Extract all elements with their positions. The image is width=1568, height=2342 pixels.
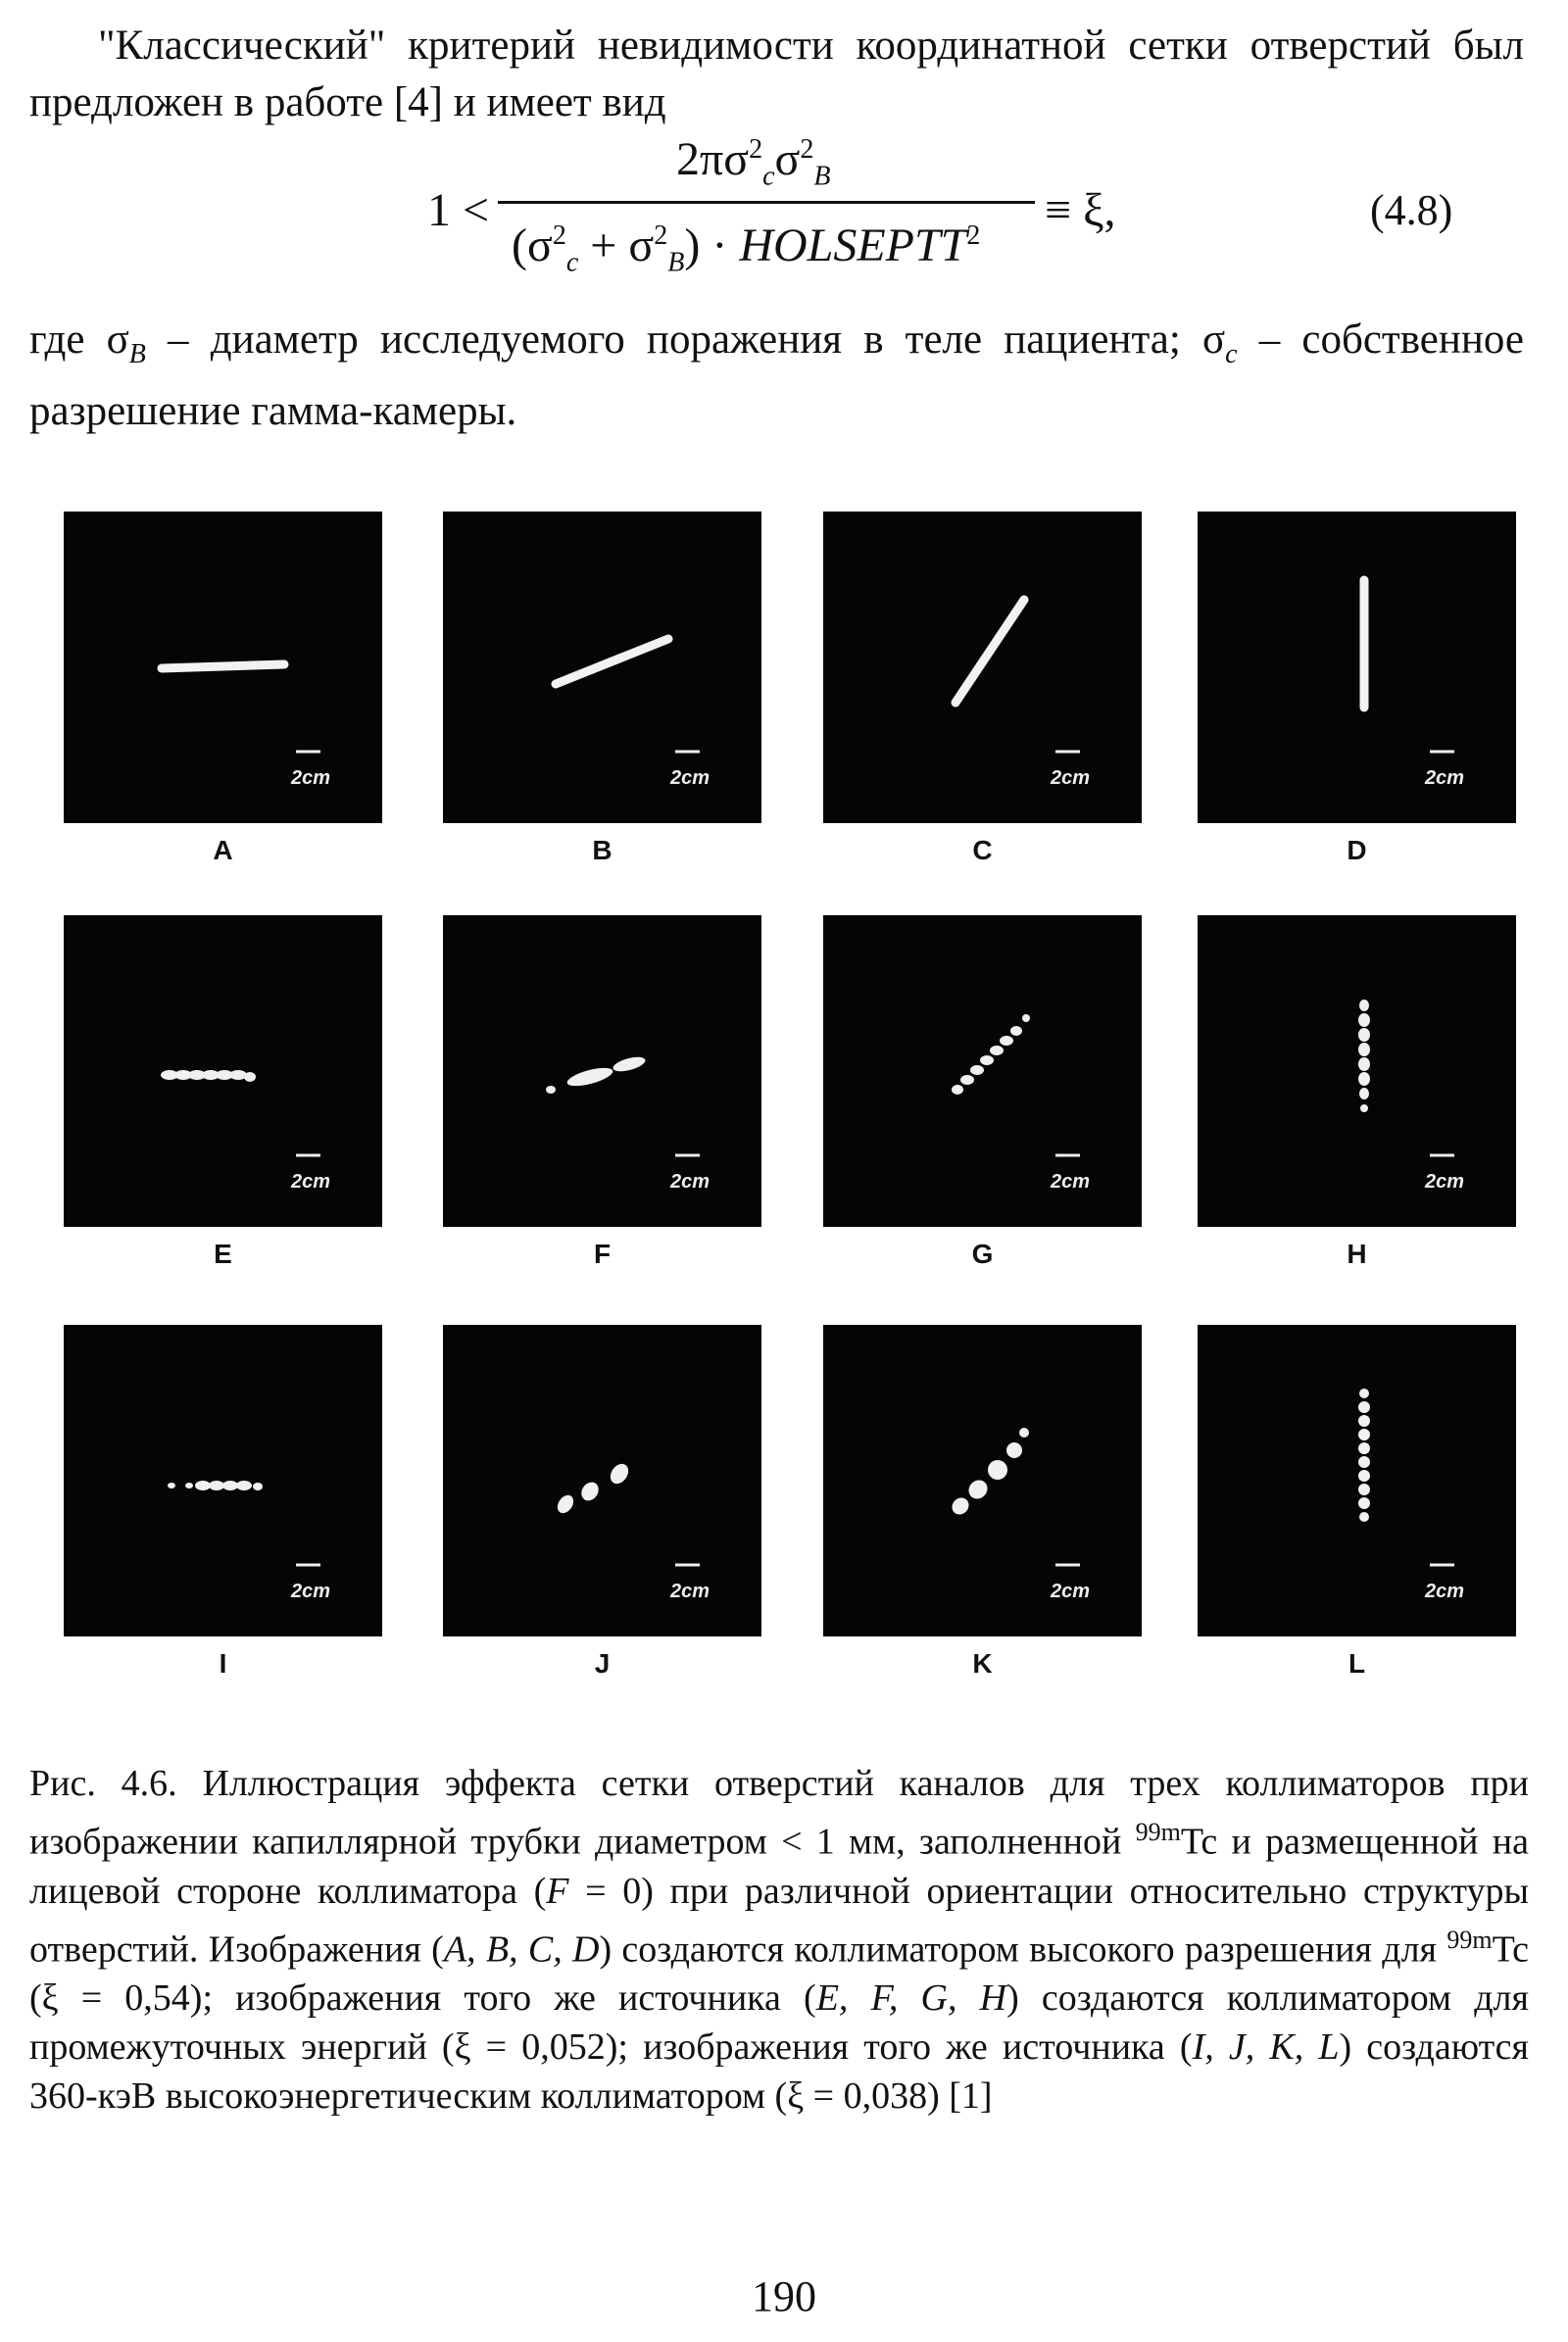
panel-label-g: G	[971, 1239, 994, 1269]
hole-pattern-spot	[1010, 1026, 1022, 1036]
hole-pattern-spot	[1358, 1057, 1370, 1071]
panel-label-f: F	[593, 1239, 612, 1269]
page-number: 190	[752, 2272, 816, 2320]
equation-number: (4.8)	[1370, 186, 1453, 234]
figure-caption: Рис. 4.6. Иллюстрация эффекта сетки отверстий каналов для трех коллиматоров при изображении капиллярной трубки диаметром < 1 мм, заполненной $^{99m}$Tc и размещенной на лицевой стороне коллиматора (F = 0) при различной ориентации относительно структуры отверстий. Изображения (A, B, C, D) создаются коллиматором высокого разрешения для $^{99m}$Tc (ξ = 0,54); изображения того же источника (E, F, G, H) создаются коллиматором для промежуточных энергий (ξ = 0,052); изображения того же источника (I, J, K, L) создаются 360-кэВ высокоэнергетическим коллиматором (ξ = 0,038) [1]	[29, 1763, 1530, 2118]
image-panel-a	[64, 512, 382, 823]
hole-pattern-spot	[1358, 1043, 1370, 1056]
equation-denominator: $(\sigma^2_c + \sigma^2_B)$ · $HOLSEPTT^2$	[512, 220, 981, 278]
hole-pattern-spot	[970, 1065, 984, 1075]
hole-pattern-spot	[253, 1483, 263, 1490]
scale-label: 2cm	[1051, 767, 1091, 789]
hole-pattern-spot	[980, 1055, 994, 1065]
hole-pattern-spot	[1359, 1512, 1369, 1522]
hole-pattern-spot	[244, 1072, 256, 1082]
hole-pattern-spot	[578, 1479, 603, 1504]
panel-label-h: H	[1347, 1239, 1367, 1269]
hole-pattern-spot	[1358, 1013, 1370, 1027]
hole-pattern-spot	[1358, 1456, 1370, 1468]
panel-label-c: C	[972, 835, 993, 865]
equation-4-8	[0, 132, 1568, 309]
panel-label-a: A	[213, 835, 233, 865]
panel-label-d: D	[1347, 835, 1367, 865]
hole-pattern-spot	[1358, 1442, 1370, 1454]
capillary-tube-image	[956, 600, 1024, 703]
hole-pattern-spot	[1360, 1104, 1368, 1112]
equation-rhs: ≡ ξ,	[1045, 184, 1116, 236]
panel-label-i: I	[219, 1648, 227, 1679]
hole-pattern-spot	[960, 1075, 974, 1085]
hole-pattern-spot	[1359, 1000, 1369, 1011]
capillary-tube-image	[556, 639, 668, 684]
hole-pattern-spot	[1022, 1014, 1030, 1022]
hole-pattern-spot	[1000, 1036, 1013, 1046]
panel-label-b: B	[592, 835, 612, 865]
image-panel-f	[443, 915, 761, 1227]
image-panel-e	[64, 915, 382, 1227]
scale-label: 2cm	[670, 1581, 710, 1602]
hole-pattern-spot	[965, 1477, 992, 1503]
image-panel-k	[823, 1325, 1142, 1636]
fraction-bar	[498, 201, 1035, 204]
hole-pattern-spot	[195, 1481, 211, 1490]
scale-label: 2cm	[1425, 767, 1465, 789]
intro-paragraph: "Классический" критерий невидимости координатной сетки отверстий был предложен в работе [4] и имеет вид	[29, 23, 1524, 125]
hole-pattern-spot	[984, 1456, 1011, 1484]
scale-label: 2cm	[1051, 1581, 1091, 1602]
hole-pattern-spot	[546, 1086, 556, 1094]
equation-numerator: $2\pi\sigma^2_c\sigma^2_B$	[676, 133, 831, 192]
hole-pattern-spot	[1358, 1401, 1370, 1413]
hole-pattern-spot	[222, 1481, 238, 1490]
scale-label: 2cm	[1425, 1581, 1465, 1602]
hole-pattern-spot	[1358, 1484, 1370, 1495]
hole-pattern-spot	[949, 1494, 972, 1518]
panel-label-j: J	[594, 1648, 611, 1679]
hole-pattern-spot	[1359, 1389, 1369, 1398]
hole-pattern-spot	[1358, 1470, 1370, 1482]
hole-pattern-spot	[1359, 1088, 1369, 1099]
scale-label: 2cm	[1425, 1171, 1465, 1193]
scale-label: 2cm	[291, 767, 331, 789]
scale-label: 2cm	[670, 1171, 710, 1193]
hole-pattern-spot	[612, 1054, 647, 1074]
hole-pattern-spot	[1358, 1497, 1370, 1509]
hole-pattern-spot	[1358, 1415, 1370, 1427]
hole-pattern-spot	[1358, 1429, 1370, 1440]
hole-pattern-spot	[1358, 1028, 1370, 1042]
image-panel-c	[823, 512, 1142, 823]
hole-pattern-spot	[1004, 1439, 1026, 1462]
hole-pattern-spot	[209, 1481, 224, 1490]
hole-pattern-spot	[1019, 1428, 1029, 1438]
hole-pattern-spot	[168, 1483, 175, 1488]
scale-label: 2cm	[1051, 1171, 1091, 1193]
image-panel-g	[823, 915, 1142, 1227]
hole-pattern-spot	[607, 1460, 632, 1487]
panel-label-k: K	[972, 1648, 993, 1679]
scale-label: 2cm	[291, 1581, 331, 1602]
hole-pattern-spot	[565, 1064, 614, 1090]
panel-label-l: L	[1348, 1648, 1366, 1679]
image-panel-l	[1198, 1325, 1516, 1636]
hole-pattern-spot	[555, 1492, 577, 1516]
image-panel-h	[1198, 915, 1516, 1227]
hole-pattern-spot	[990, 1046, 1004, 1055]
where-paragraph: где $\sigma_B$ – диаметр исследуемого поражения в теле пациента; $\sigma_c$ – собственное разрешение гамма-камеры.	[29, 317, 1524, 434]
hole-pattern-spot	[1358, 1072, 1370, 1086]
image-panel-b	[443, 512, 761, 823]
scale-label: 2cm	[291, 1171, 331, 1193]
image-panel-d	[1198, 512, 1516, 823]
hole-pattern-spot	[185, 1483, 193, 1488]
image-panel-j	[443, 1325, 761, 1636]
capillary-tube-image	[162, 664, 284, 668]
hole-pattern-spot	[952, 1085, 963, 1095]
image-panel-i	[64, 1325, 382, 1636]
scale-label: 2cm	[670, 767, 710, 789]
hole-pattern-spot	[236, 1481, 252, 1490]
equation-lhs: 1 <	[427, 184, 490, 236]
panel-label-e: E	[214, 1239, 232, 1269]
